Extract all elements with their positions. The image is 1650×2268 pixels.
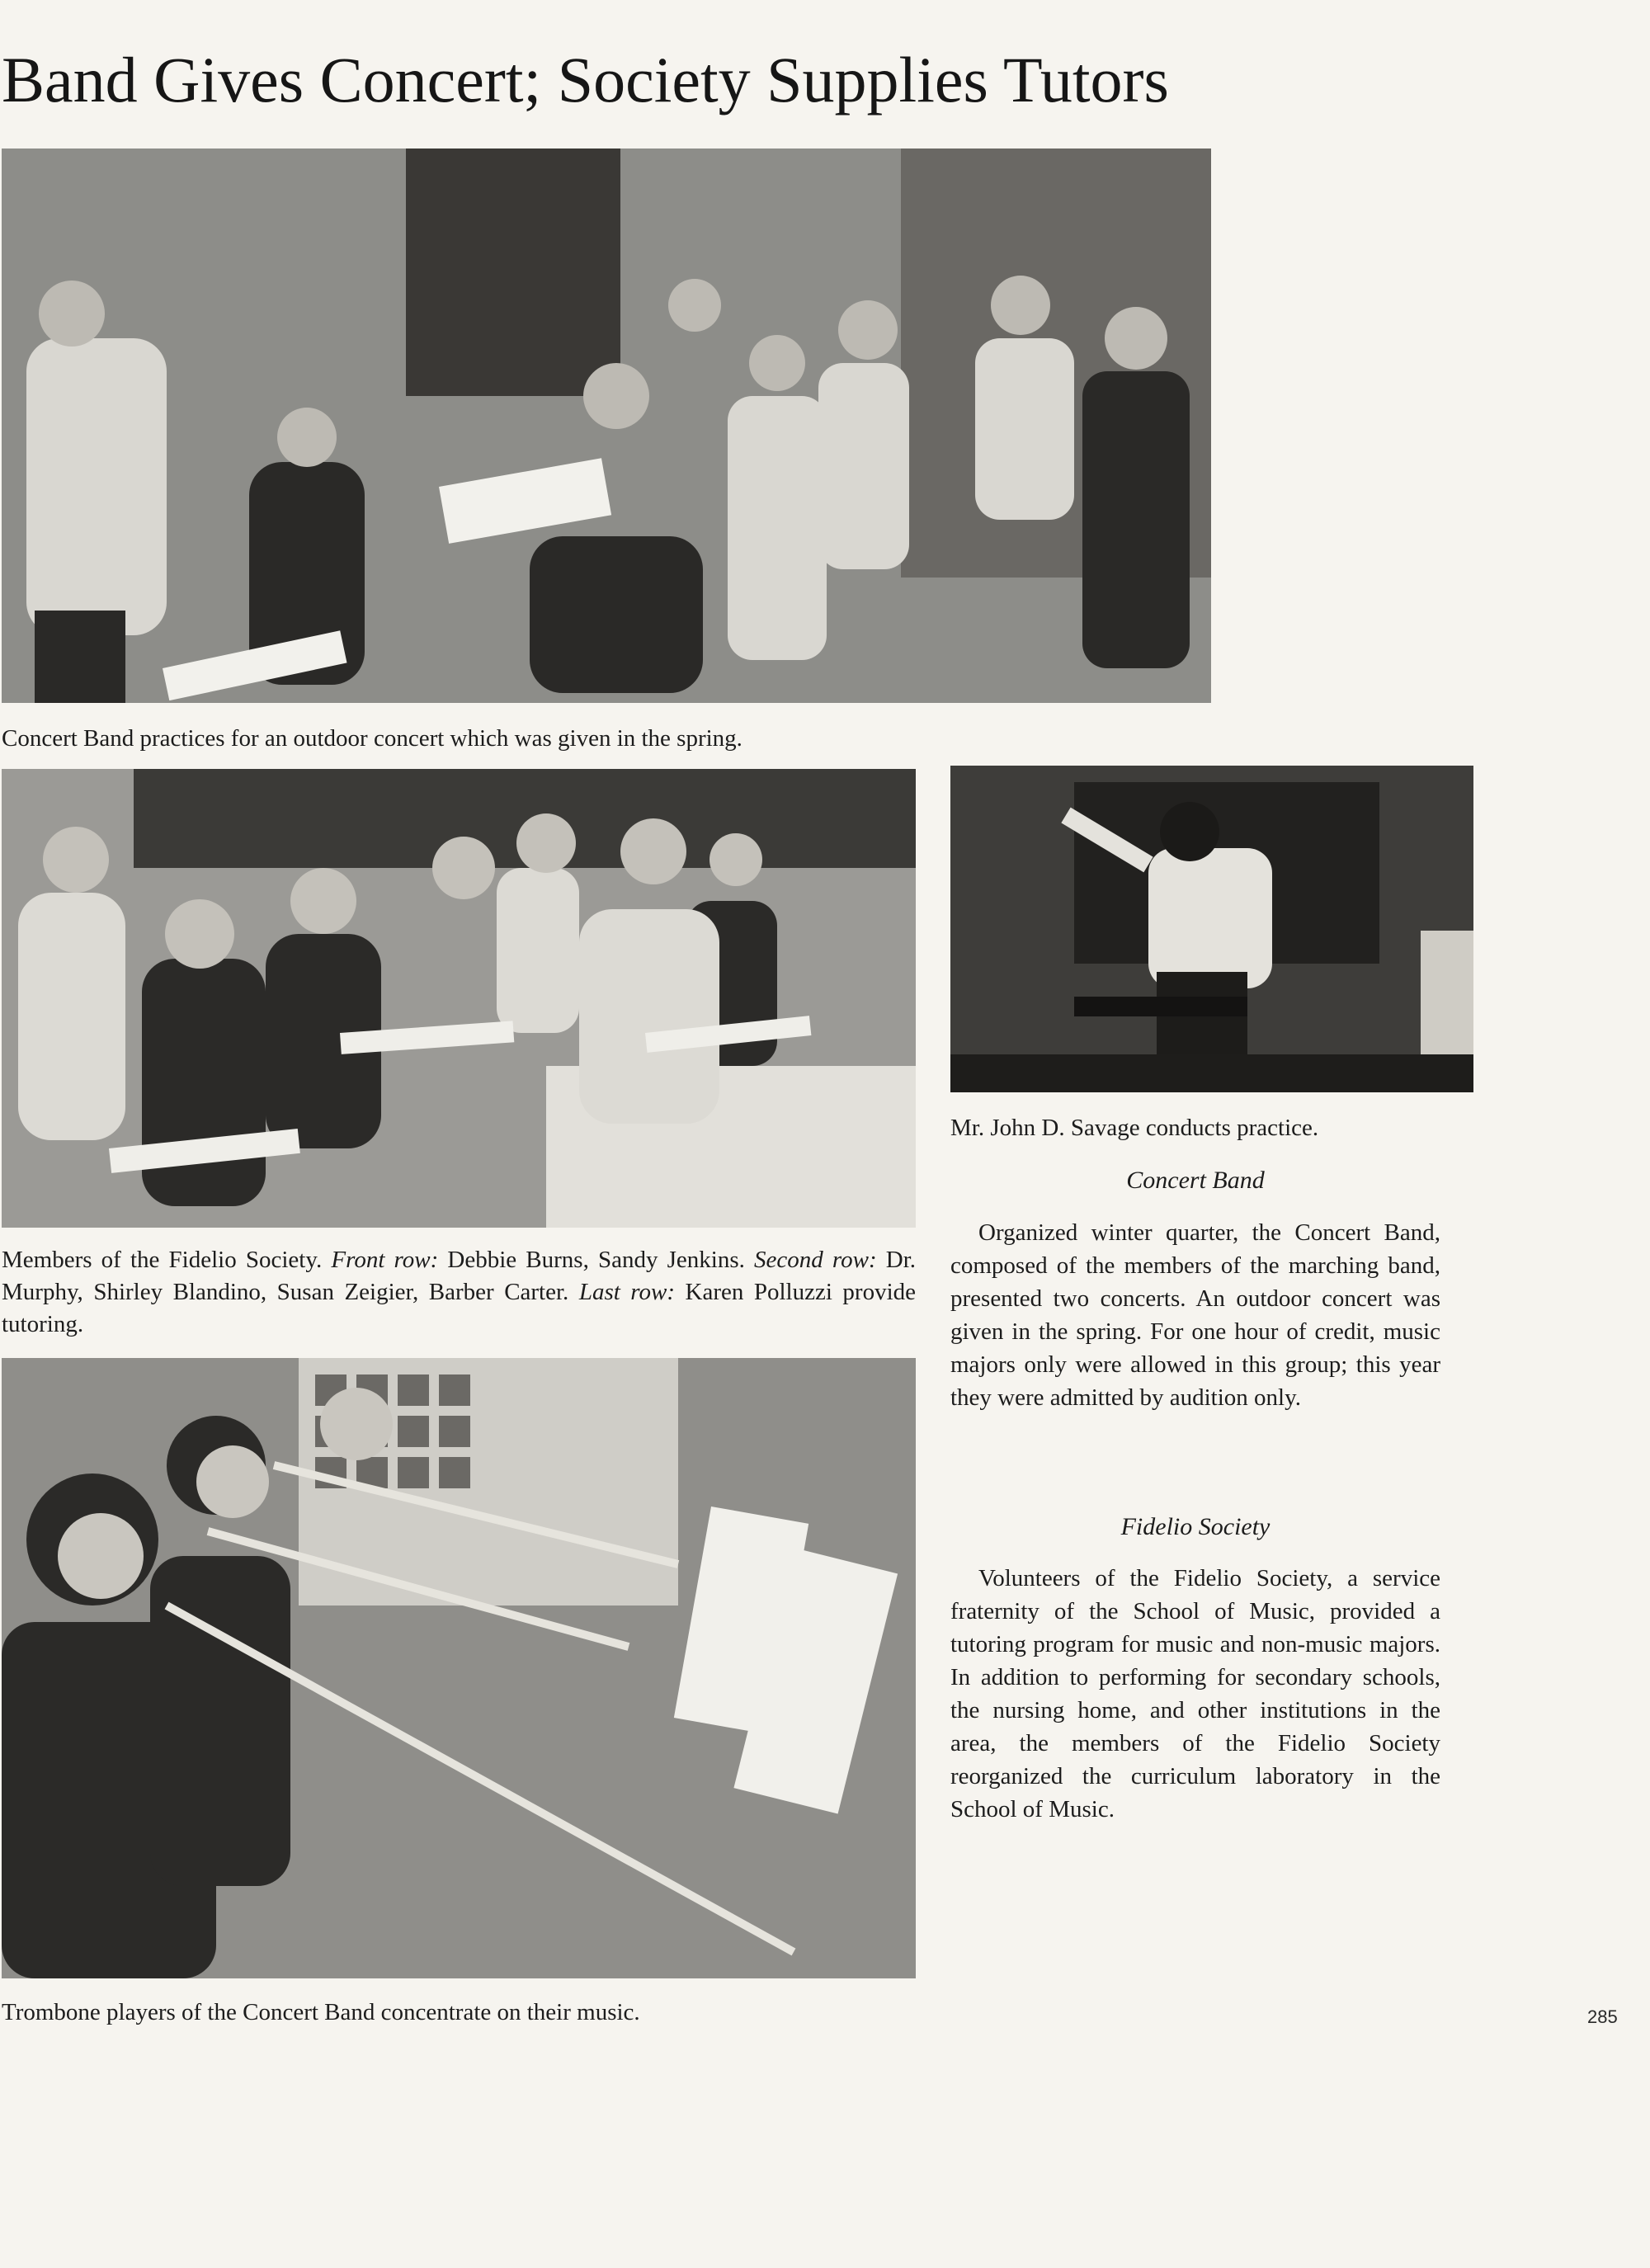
fidelio-society-photo [2,769,916,1228]
last-row-label: Last row: [578,1279,675,1305]
page-number: 285 [1587,2006,1618,2027]
page-title: Band Gives Concert; Society Supplies Tutors [2,44,1169,116]
conductor-caption: Mr. John D. Savage conducts practice. [950,1115,1319,1141]
concert-band-heading: Concert Band [1126,1167,1265,1194]
trombone-players-caption: Trombone players of the Concert Band concentrate on their music. [2,1999,640,2025]
fidelio-society-caption [2,1244,916,1341]
second-row-names: Dr. Murphy, Shirley Blandino, Susan Zeigier, Barber Carter. [2,1247,917,1305]
fidelio-caption-intro: Members of the Fidelio Society. [2,1247,323,1273]
conductor-photo [950,766,1473,1092]
band-practice-caption: Concert Band practices for an outdoor concert which was given in the spring. [2,725,742,752]
fidelio-illustration [2,769,916,1228]
conductor-illustration [950,766,1473,1092]
front-row-names: Debbie Burns, Sandy Jenkins. [447,1247,745,1273]
band-practice-photo [2,149,1211,703]
fidelio-society-heading: Fidelio Society [1120,1513,1270,1540]
fidelio-society-text: Volunteers of the Fidelio Society, a service fraternity of the School of Music, provided a tutoring program for music and non-music majors. In addition to performing for secondary schools, the nursing home, and other institutions in the area, the members of the Fidelio Society reorganized the curriculum laboratory in the School of Music. [950,1565,1440,1822]
front-row-label: Front row: [331,1247,439,1273]
trombone-players-photo [2,1358,916,1978]
concert-band-text: Organized winter quarter, the Concert Band, composed of the members of the marching band, presented two concerts. An outdoor concert was given in the spring. For one hour of credit, music majors only were allowed in this group; this year they were admitted by audition only. [950,1219,1440,1411]
second-row-label: Second row: [754,1247,877,1273]
band-practice-illustration [2,149,1211,703]
trombone-illustration [2,1358,916,1978]
last-row-names: Karen Polluzzi provide tutoring. [2,1279,916,1337]
